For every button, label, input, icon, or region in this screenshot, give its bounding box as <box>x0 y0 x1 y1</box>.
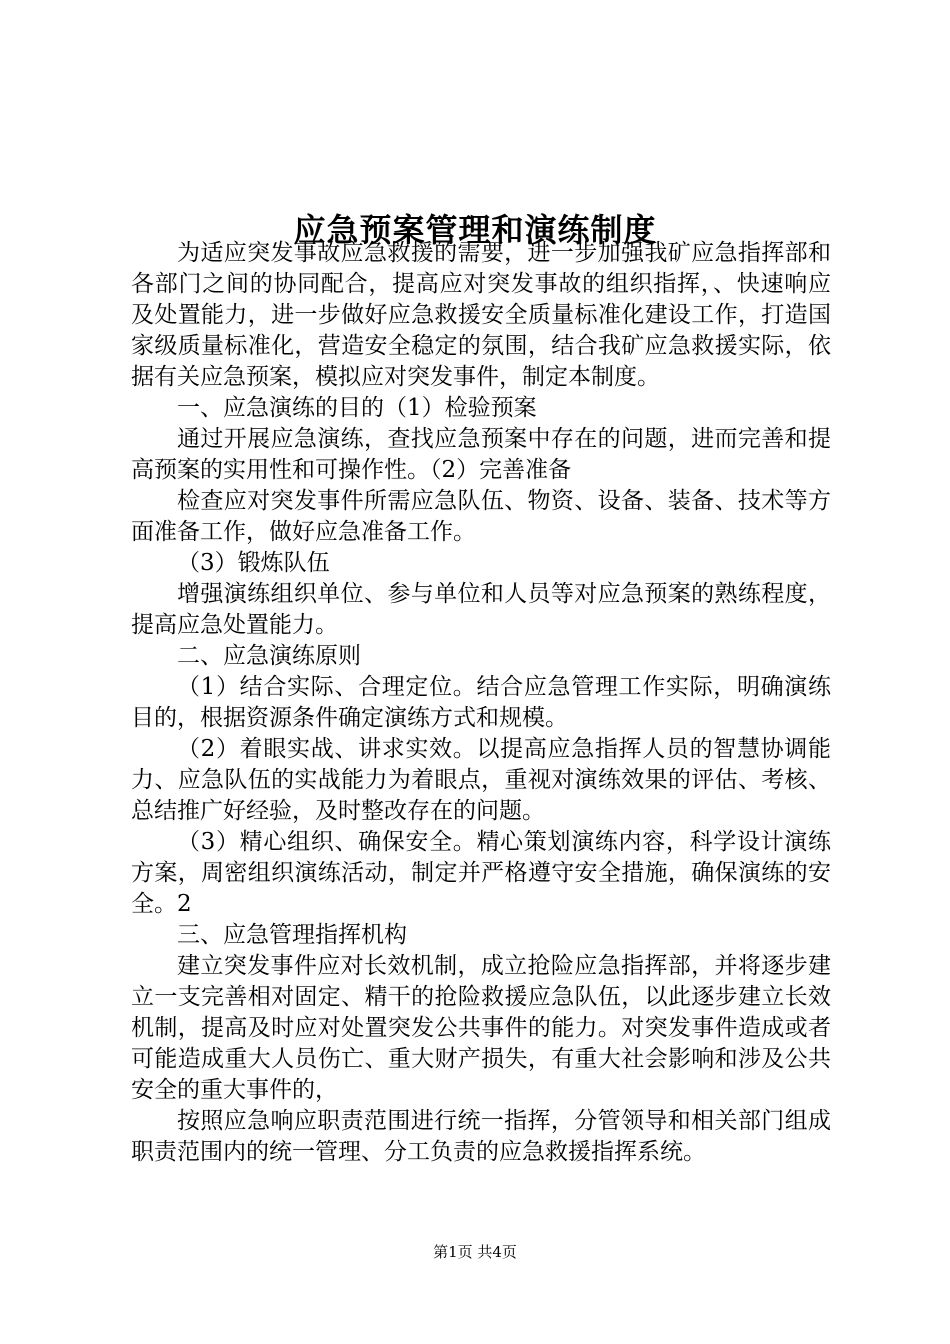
heading-drill-purpose: 一、应急演练的目的（1）检验预案 <box>177 395 537 421</box>
paragraph-command-mechanism: 建立突发事件应对长效机制，成立抢险应急指挥部，并将逐步建立一支完善相对固定、精干的抢险救援应急队伍，以此逐步建立长效机制，提高及时应对处置突发公共事件的能力。对突发事件造成或者可能造成重大人员伤亡、重大财产损失，有重大社会影响和涉及公共安全的重大事件的， <box>131 953 831 1103</box>
document-title: 应急预案管理和演练制度 <box>293 211 657 250</box>
paragraph-train-team: 增强演练组织单位、参与单位和人员等对应急预案的熟练程度，提高应急处置能力。 <box>131 581 831 638</box>
heading-drill-principles: 二、应急演练原则 <box>177 643 361 669</box>
paragraph-principle-2: （2）着眼实战、讲求实效。以提高应急指挥人员的智慧协调能力、应急队伍的实战能力为着眼点，重视对演练效果的评估、考核、总结推广好经验，及时整改存在的问题。 <box>131 736 831 824</box>
paragraph-principle-3: （3）精心组织、确保安全。精心策划演练内容，科学设计演练方案，周密组织演练活动，制定并严格遵守安全措施，确保演练的安全。2 <box>131 829 831 917</box>
document-body <box>131 238 831 1168</box>
paragraph-command-system: 按照应急响应职责范围进行统一指挥，分管领导和相关部门组成职责范围内的统一管理、分工负责的应急救援指挥系统。 <box>131 1108 831 1165</box>
subheading-train-team: （3）锻炼队伍 <box>177 550 330 576</box>
paragraph-intro: 为适应突发事故应急救援的需要，进一步加强我矿应急指挥部和各部门之间的协同配合，提高应对突发事故的组织指挥，、快速响应及处置能力，进一步做好应急救援安全质量标准化建设工作，打造国家级质量标准化，营造安全稳定的氛围，结合我矿应急救援实际，依据有关应急预案，模拟应对突发事件，制定本制度。 <box>131 240 831 390</box>
paragraph-improve-preparation: 检查应对突发事件所需应急队伍、物资、设备、装备、技术等方面准备工作，做好应急准备工作。 <box>131 488 831 545</box>
page-number: 第1页 共4页 <box>433 1243 517 1261</box>
paragraph-verify-plan: 通过开展应急演练，查找应急预案中存在的问题，进而完善和提高预案的实用性和可操作性。（2）完善准备 <box>131 426 831 483</box>
paragraph-principle-1: （1）结合实际、合理定位。结合应急管理工作实际，明确演练目的，根据资源条件确定演练方式和规模。 <box>131 674 831 731</box>
heading-command-structure: 三、应急管理指挥机构 <box>177 922 407 948</box>
